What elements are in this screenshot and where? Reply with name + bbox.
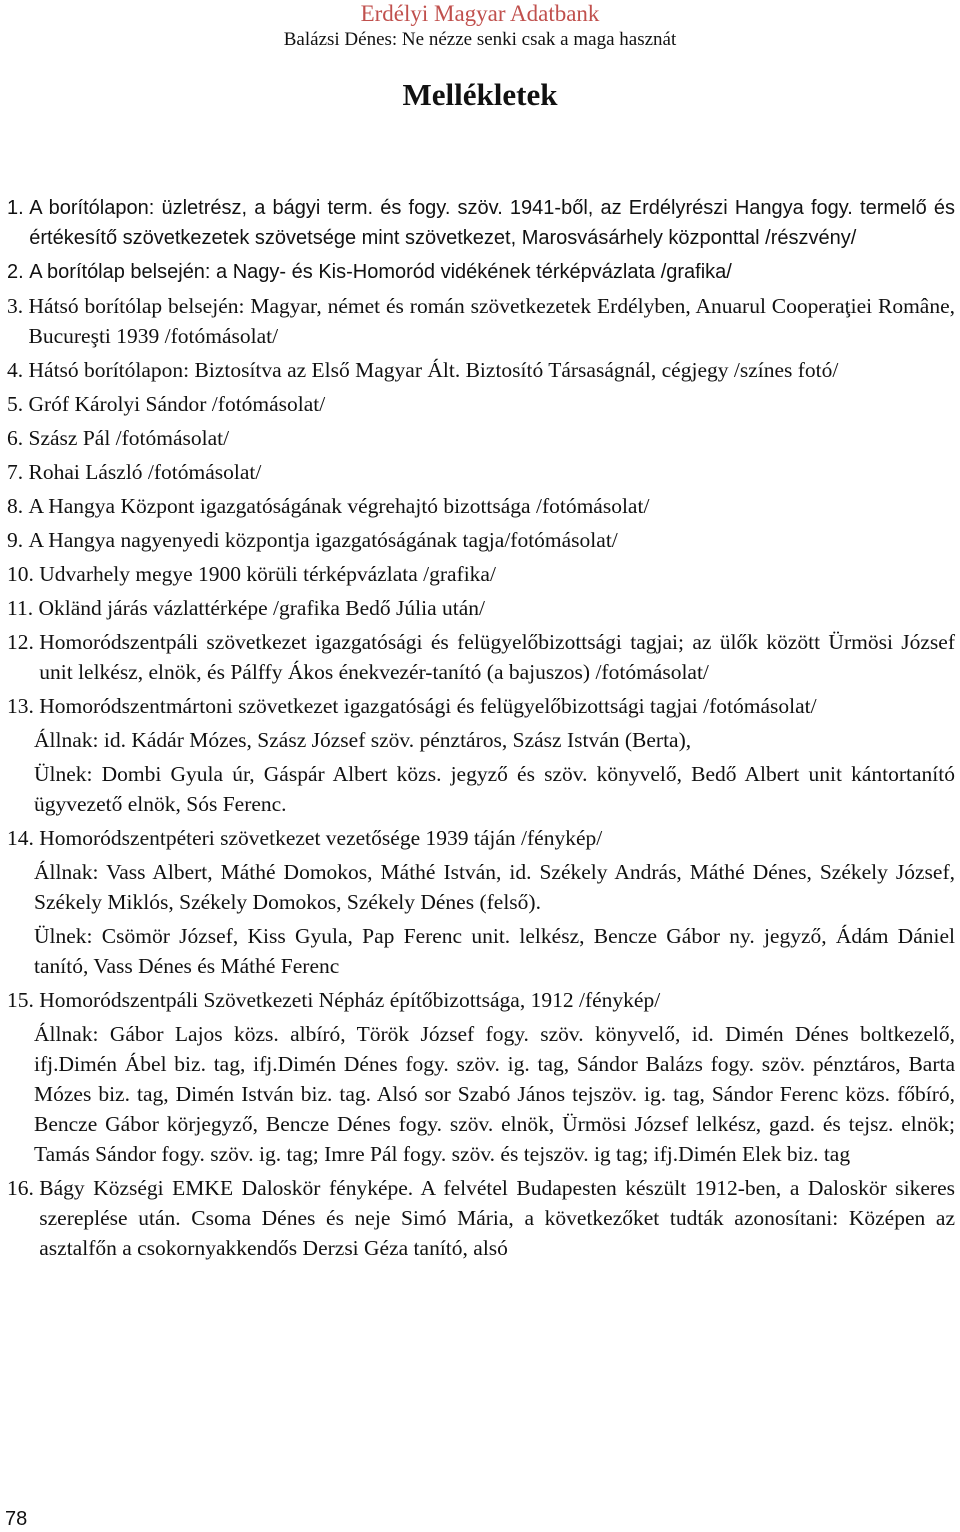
list-item-1 [7, 193, 955, 253]
item-number: 2. [7, 261, 30, 283]
page-title: Mellékletek [402, 77, 558, 112]
item-number: 6. [7, 426, 29, 450]
item-text: Udvarhely megye 1900 körüli térképvázlata /grafika/ [39, 562, 496, 586]
item-detail-paragraph: Állnak: id. Kádár Mózes, Szász József szöv. pénztáros, Szász István (Berta), [34, 728, 692, 752]
item-number: 16. [7, 1176, 40, 1200]
item-number: 4. [7, 358, 29, 382]
item-number: 15. [7, 988, 40, 1012]
item-text: Homoródszentmártoni szövetkezet igazgatósági és felügyelőbizottsági tagjai /fotómásolat/ [39, 694, 817, 718]
item-detail-paragraph: Ülnek: Csömör József, Kiss Gyula, Pap Ferenc unit. lelkész, Bencze Gábor ny. jegyző, Ádám Dániel tanító, Vass Dénes és Máthé Ferenc [34, 924, 955, 978]
item-detail-paragraph: Állnak: Vass Albert, Máthé Domokos, Máthé István, id. Székely András, Máthé Dénes, Székely József, Székely Miklós, Székely Domokos, Székely Dénes (felső). [34, 860, 955, 914]
item-text: Okländ járás vázlattérképe /grafika Bedő Júlia után/ [38, 596, 485, 620]
book-subtitle: Balázsi Dénes: Ne nézze senki csak a maga hasznát [283, 29, 677, 50]
item-number: 12. [7, 630, 40, 654]
list-item-15 [7, 985, 955, 1015]
item-text: Bágy Községi EMKE Daloskör fényképe. A felvétel Budapesten készült 1912-ben, a Daloskör sikeres szereplése után. Csoma Dénes és neje Simó Mária, a következőket tudták azonosítani: Középen az asztalfőn a csokornyakkendős Derzsi Géza tanító, alsó [39, 1176, 955, 1260]
list-item-6 [7, 423, 955, 453]
item-number: 10. [7, 562, 40, 586]
item-text: Homoródszentpáli szövetkezet igazgatósági és felügyelőbizottsági tagjai; az ülők között Ürmösi József unit lelkész, elnök, és Pálffy Ákos énekvezér-tanító (a bajuszos) /fotómásolat/ [39, 630, 955, 684]
site-name: Erdélyi Magyar Adatbank [360, 1, 600, 26]
item-number: 9. [7, 528, 29, 552]
item-detail-paragraph: Ülnek: Dombi Gyula úr, Gáspár Albert közs. jegyző és szöv. könyvelő, Bedő Albert unit kántortanító ügyvezető elnök, Sós Ferenc. [34, 762, 955, 816]
list-item-4 [7, 355, 955, 385]
item-number: 13. [7, 694, 40, 718]
item-number: 3. [7, 294, 29, 318]
list-item-5 [7, 389, 955, 419]
item-text: A Hangya nagyenyedi központja igazgatóságának tagja/fotómásolat/ [28, 528, 618, 552]
item-text: Hátsó borítólap belsején: Magyar, német és román szövetkezetek Erdélyben, Anuarul Cooperaţiei Române, Bucureşti 1939 /fotómásolat/ [28, 294, 955, 348]
list-item-10 [7, 559, 955, 589]
appendix-list [7, 193, 955, 1267]
item-number: 8. [7, 494, 29, 518]
item-text: Rohai László /fotómásolat/ [28, 460, 262, 484]
list-item-7 [7, 457, 955, 487]
list-item-3 [7, 291, 955, 351]
item-number: 7. [7, 460, 29, 484]
item-text: A borítólap belsején: a Nagy- és Kis-Homoród vidékének térképvázlata /grafika/ [29, 261, 732, 283]
item-text: A borítólapon: üzletrész, a bágyi term. és fogy. szöv. 1941-ből, az Erdélyrészi Hangya fogy. termelő és értékesítő szövetkezetek szövetsége mint szövetkezet, Marosvásárhely központtal /részvény/ [29, 197, 955, 249]
item-number: 14. [7, 826, 40, 850]
item-text: Homoródszentpáli Szövetkezeti Népház építőbizottsága, 1912 /fénykép/ [39, 988, 661, 1012]
list-item-11 [7, 593, 955, 623]
item-detail-paragraph: Állnak: Gábor Lajos közs. albíró, Török József fogy. szöv. könyvelő, id. Dimén Dénes boltkezelő, ifj.Dimén Ábel biz. tag, ifj.Dimén Dénes fogy. szöv. ig. tag, Sándor Balázs fogy. szöv. pénztáros, Barta Mózes biz. tag, Dimén István biz. tag. Alsó sor Szabó János tejszöv. ig. tag, Sándor Ferenc közs. főbíró, Bencze Gábor körjegyző, Bencze Dénes fogy. szöv. elnök, Ürmösi József lelkész, gazd. és tejsz. elnök; Tamás Sándor fogy. szöv. ig. tag; Imre Pál fogy. szöv. és tejszöv. ig tag; ifj.Dimén Elek biz. tag [34, 1022, 955, 1166]
list-item-2 [7, 257, 955, 287]
item-text: Homoródszentpéteri szövetkezet vezetősége 1939 táján /fénykép/ [39, 826, 603, 850]
page-number: 78 [5, 1508, 28, 1530]
item-text: Szász Pál /fotómásolat/ [28, 426, 230, 450]
list-item-12 [7, 627, 955, 687]
item-text: Gróf Károlyi Sándor /fotómásolat/ [28, 392, 326, 416]
list-item-9 [7, 525, 955, 555]
list-item-14 [7, 823, 955, 853]
item-number: 1. [7, 197, 30, 219]
list-item-13 [7, 691, 955, 721]
list-item-16 [7, 1173, 955, 1263]
item-text: Hátsó borítólapon: Biztosítva az Első Magyar Ált. Biztosító Társaságnál, cégjegy /színes fotó/ [28, 358, 839, 382]
item-text: A Hangya Központ igazgatóságának végrehajtó bizottsága /fotómásolat/ [28, 494, 650, 518]
item-number: 5. [7, 392, 29, 416]
item-number: 11. [7, 596, 39, 620]
list-item-8 [7, 491, 955, 521]
